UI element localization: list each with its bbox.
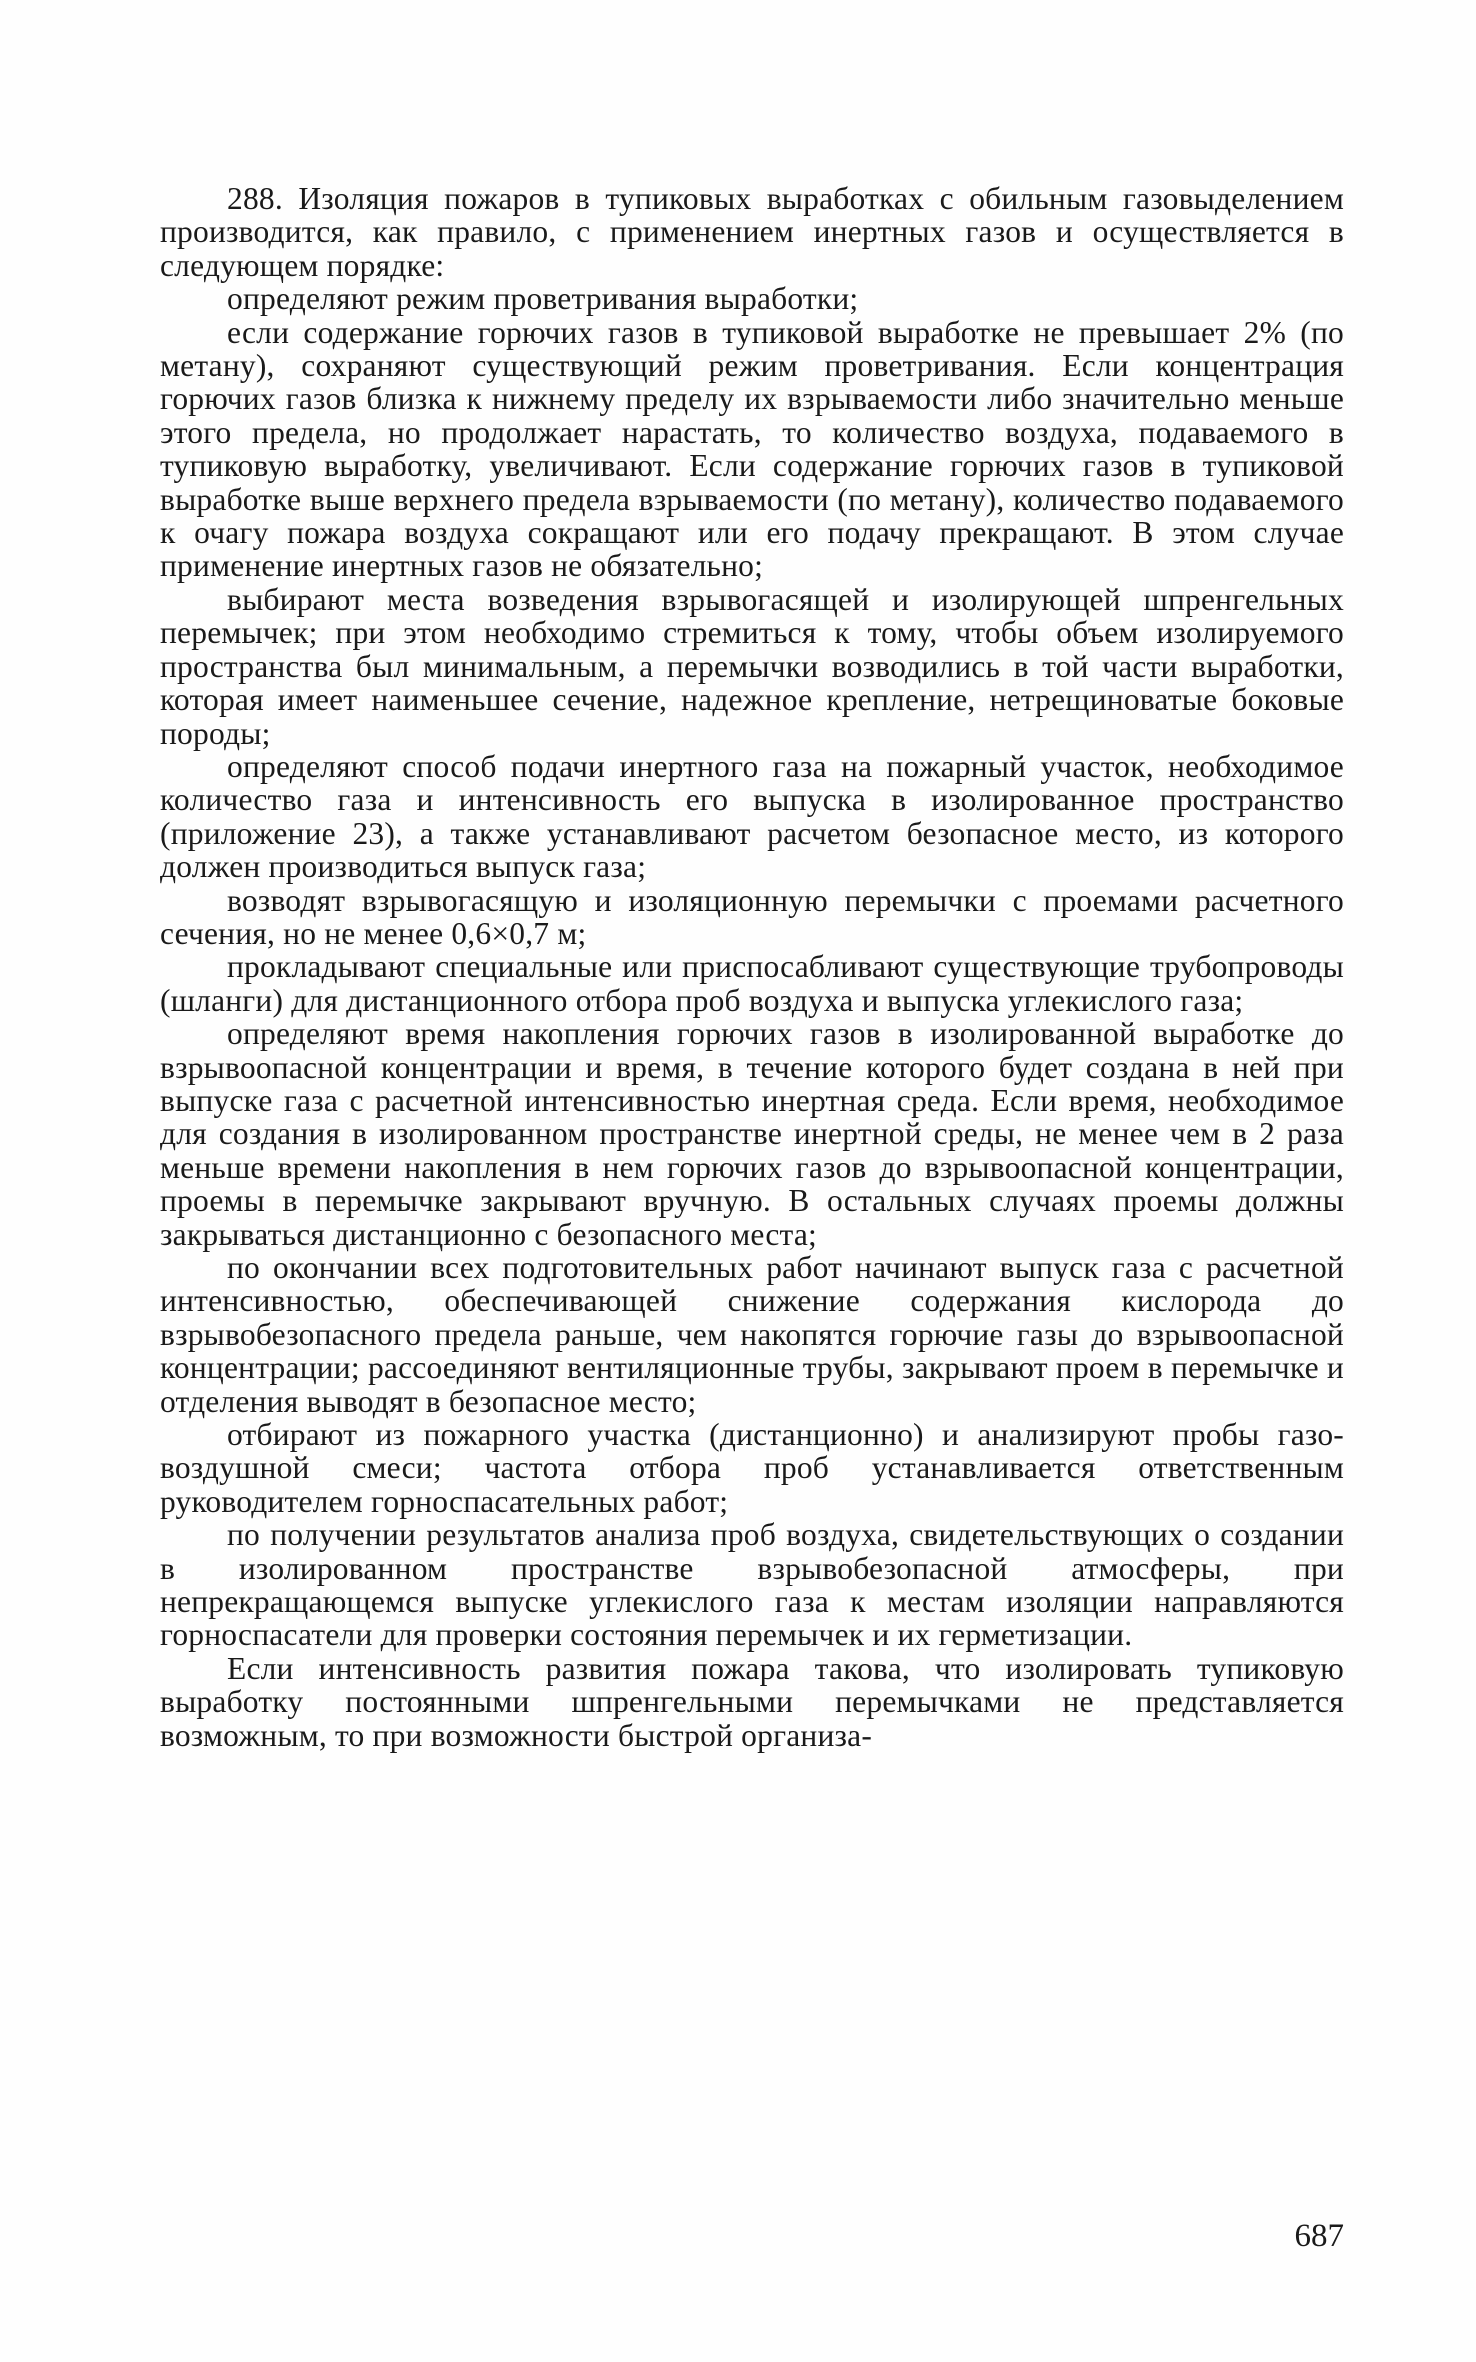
paragraph-pipelines: прокладывают специальные или приспосабливают существующие трубопроводы (шланги) для дистанционного отбора проб воздуха и выпуска углекислого газа;	[160, 949, 1344, 1018]
paragraph-288-intro: 288. Изоляция пожаров в тупиковых выработках с обильным газовыделением производится, как правило, с применением инертных газов и осуществляется в следующем порядке:	[160, 181, 1344, 283]
paragraph-build-barriers: возводят взрывогасящую и изоляционную перемычки с проемами расчетного сечения, но не менее 0,6×0,7 м;	[160, 882, 1344, 951]
paragraph-inert-gas-supply: определяют способ подачи инертного газа на пожарный участок, необходимое количество газа и интенсивность его выпуска в изолированное пространство (приложение 23), а также устанавливают расчетом безопасное место, из которого должен производиться выпуск газа;	[160, 748, 1344, 885]
body-text	[160, 182, 1344, 1752]
paragraph-gas-release: по окончании всех подготовительных работ начинают выпуск газа с расчетной интенсивностью, обеспечивающей снижение содержания кислорода до взрывобезопасного предела раньше, чем накопятся горючие газы до взрывоопасной концентрации; рассоединяют вентиляционные трубы, закрывают проем в перемычке и отделения выводят в безопасное место;	[160, 1250, 1344, 1419]
paragraph-analysis-results: по получении результатов анализа проб воздуха, свидетельствующих о создании в изолированном пространстве взрывобезопасной атмосферы, при непрекращающемся выпуске углекислого газа к местам изоляции направляются горноспасатели для проверки состояния перемычек и их герметизации.	[160, 1517, 1344, 1653]
page-number: 687	[1294, 2218, 1344, 2254]
paragraph-gas-content: если содержание горючих газов в тупиковой выработке не превышает 2% (по метану), сохраняют существующий режим проветривания. Если концентрация горючих газов близка к нижнему пределу их взрываемости либо значительно меньше этого предела, но продолжает нарастать, то количество воздуха, подаваемого в тупиковую выработку, увеличивают. Если содержание горючих газов в тупиковой выработке выше верхнего предела взрываемости (по метану), количество подаваемого к очагу пожара воздуха сокращают или его подачу прекращают. В этом случае применение инертных газов не обязательно;	[160, 314, 1344, 584]
paragraph-sampling: отбирают из пожарного участка (дистанционно) и анализируют пробы газо-воздушной смеси; частота отбора проб устанавливается ответственным руководителем горноспасательных работ;	[160, 1417, 1344, 1519]
paragraph-fire-intensity: Если интенсивность развития пожара такова, что изолировать тупиковую выработку постоянными шпренгельными перемычками не представляется возможным, то при возможности быстрой организа-	[160, 1650, 1344, 1753]
paragraph-accumulation-time: определяют время накопления горючих газов в изолированной выработке до взрывоопасной концентрации и время, в течение которого будет создана в ней при выпуске газа с расчетной интенсивностью инертная среда. Если время, необходимое для создания в изолированном пространстве инертной среды, не менее чем в 2 раза меньше времени накопления в нем горючих газов до взрывоопасной концентрации, проемы в перемычке закрывают вручную. В остальных случаях проемы должны закрываться дистанционно с безопасного места;	[160, 1016, 1344, 1252]
paragraph-barrier-location: выбирают места возведения взрывогасящей и изолирующей шпренгельных перемычек; при этом необходимо стремиться к тому, чтобы объем изолируемого пространства был минимальным, а перемычки возводились в той части выработки, которая имеет наименьшее сечение, надежное крепление, нетрещиноватые боковые породы;	[160, 581, 1344, 751]
paragraph-ventilation-mode: определяют режим проветривания выработки;	[227, 281, 859, 317]
